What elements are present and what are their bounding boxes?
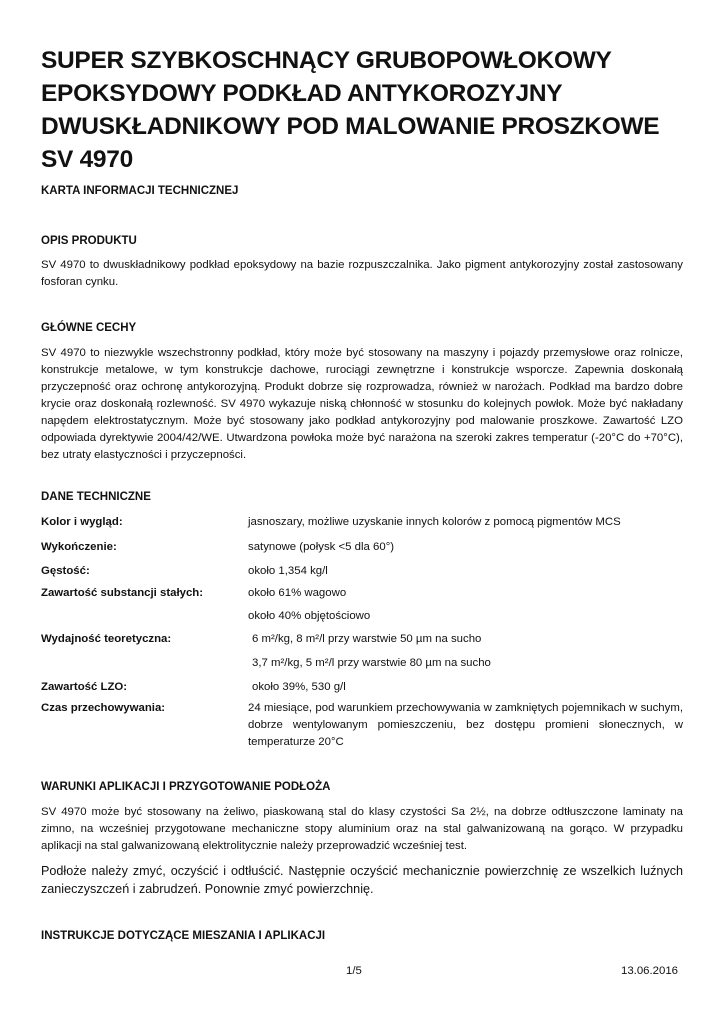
spec-value: około 39%, 530 g/l xyxy=(252,681,346,693)
warunki-paragraph-1: SV 4970 może być stosowany na żeliwo, piaskowaną stal do klasy czystości Sa 2½, na dobrze odtłuszczone laminaty na zimno, na wcześniej przygotowane mechaniczne stopy aluminium oraz na stal galwanizowaną na gorąco. W przypadku aplikacji na stal galwanizowaną elektrolitycznie należy przeprowadzić wcześniej test. xyxy=(41,806,683,852)
section-heading-opis: OPIS PRODUKTU xyxy=(41,235,137,247)
title-line: SV 4970 xyxy=(41,146,133,173)
title-line: SUPER SZYBKOSCHNĄCY GRUBOPOWŁOKOWY xyxy=(41,47,612,74)
spec-value: około 40% objętościowo xyxy=(248,610,371,622)
cechy-paragraph: SV 4970 to niezwykle wszechstronny podkład, który może być stosowany na maszyny i pojazdy przemysłowe oraz rolnicze, konstrukcje metalowe, w tym konstrukcje dachowe, rurociągi zewnętrzne i konstrukcje wsporcze. Zapewnia doskonałą przyczepność oraz ochronę antykorozyjną. Produkt dobrze się rozprowadza, również w narożach. Podkład ma bardzo dobre krycie oraz doskonałą rozlewność. SV 4970 wykazuje niską chłonność w stosunku do kolejnych powłok. Może być nakładany napędem elektrostatycznym. Może być stosowany jako podkład antykorozyjny pod malowanie proszkowe. Zawartość LZO odpowiada dyrektywie 2004/42/WE. Utwardzona powłoka może być narażona na szeroki zakres temperatur (-20°C do +70°C), bez utraty elastyczności i przyczepności. xyxy=(41,347,683,461)
title-line: DWUSKŁADNIKOWY POD MALOWANIE PROSZKOWE xyxy=(41,113,660,140)
spec-label: Kolor i wygląd: xyxy=(41,516,123,528)
title-line: EPOKSYDOWY PODKŁAD ANTYKOROZYJNY xyxy=(41,80,563,107)
spec-label: Wydajność teoretyczna: xyxy=(41,633,172,645)
spec-value: 6 m²/kg, 8 m²/l przy warstwie 50 µm na sucho xyxy=(252,633,482,645)
page-number: 1/5 xyxy=(346,965,362,977)
spec-value: około 61% wagowo xyxy=(248,587,347,599)
opis-paragraph: SV 4970 to dwuskładnikowy podkład epoksydowy na bazie rozpuszczalnika. Jako pigment antykorozyjny został zastosowany fosforan cynku. xyxy=(41,259,683,288)
spec-value: 3,7 m²/kg, 5 m²/l przy warstwie 80 µm na sucho xyxy=(252,657,491,669)
spec-label: Czas przechowywania: xyxy=(41,702,166,714)
warunki-paragraph-2: Podłoże należy zmyć, oczyścić i odtłuścić. Następnie oczyścić mechanicznie powierzchnię ze wszelkich luźnych zanieczyszczeń i zabrudzeń. Ponownie zmyć powierzchnię. xyxy=(41,864,683,896)
spec-label: Zawartość LZO: xyxy=(41,681,128,693)
spec-label: Zawartość substancji stałych: xyxy=(41,587,204,599)
document-title xyxy=(41,44,691,176)
document-subtitle: KARTA INFORMACJI TECHNICZNEJ xyxy=(41,185,239,197)
section-heading-warunki: WARUNKI APLIKACJI I PRZYGOTOWANIE PODŁOŻA xyxy=(41,781,331,793)
footer-date: 13.06.2016 xyxy=(621,965,679,977)
spec-label: Gęstość: xyxy=(41,565,90,577)
spec-value: satynowe (połysk <5 dla 60°) xyxy=(248,541,395,553)
section-heading-cechy: GŁÓWNE CECHY xyxy=(41,322,137,334)
spec-value: około 1,354 kg/l xyxy=(248,565,328,577)
spec-value: 24 miesiące, pod warunkiem przechowywania w zamkniętych pojemnikach w suchym, dobrze wentylowanym pomieszczeniu, bez dostępu promieni słonecznych, w temperaturze 20°C xyxy=(248,702,683,748)
spec-label: Wykończenie: xyxy=(41,541,117,553)
section-heading-instrukcje: INSTRUKCJE DOTYCZĄCE MIESZANIA I APLIKACJI xyxy=(41,930,326,942)
section-heading-dane: DANE TECHNICZNE xyxy=(41,491,151,503)
spec-value: jasnoszary, możliwe uzyskanie innych kolorów z pomocą pigmentów MCS xyxy=(248,516,621,528)
